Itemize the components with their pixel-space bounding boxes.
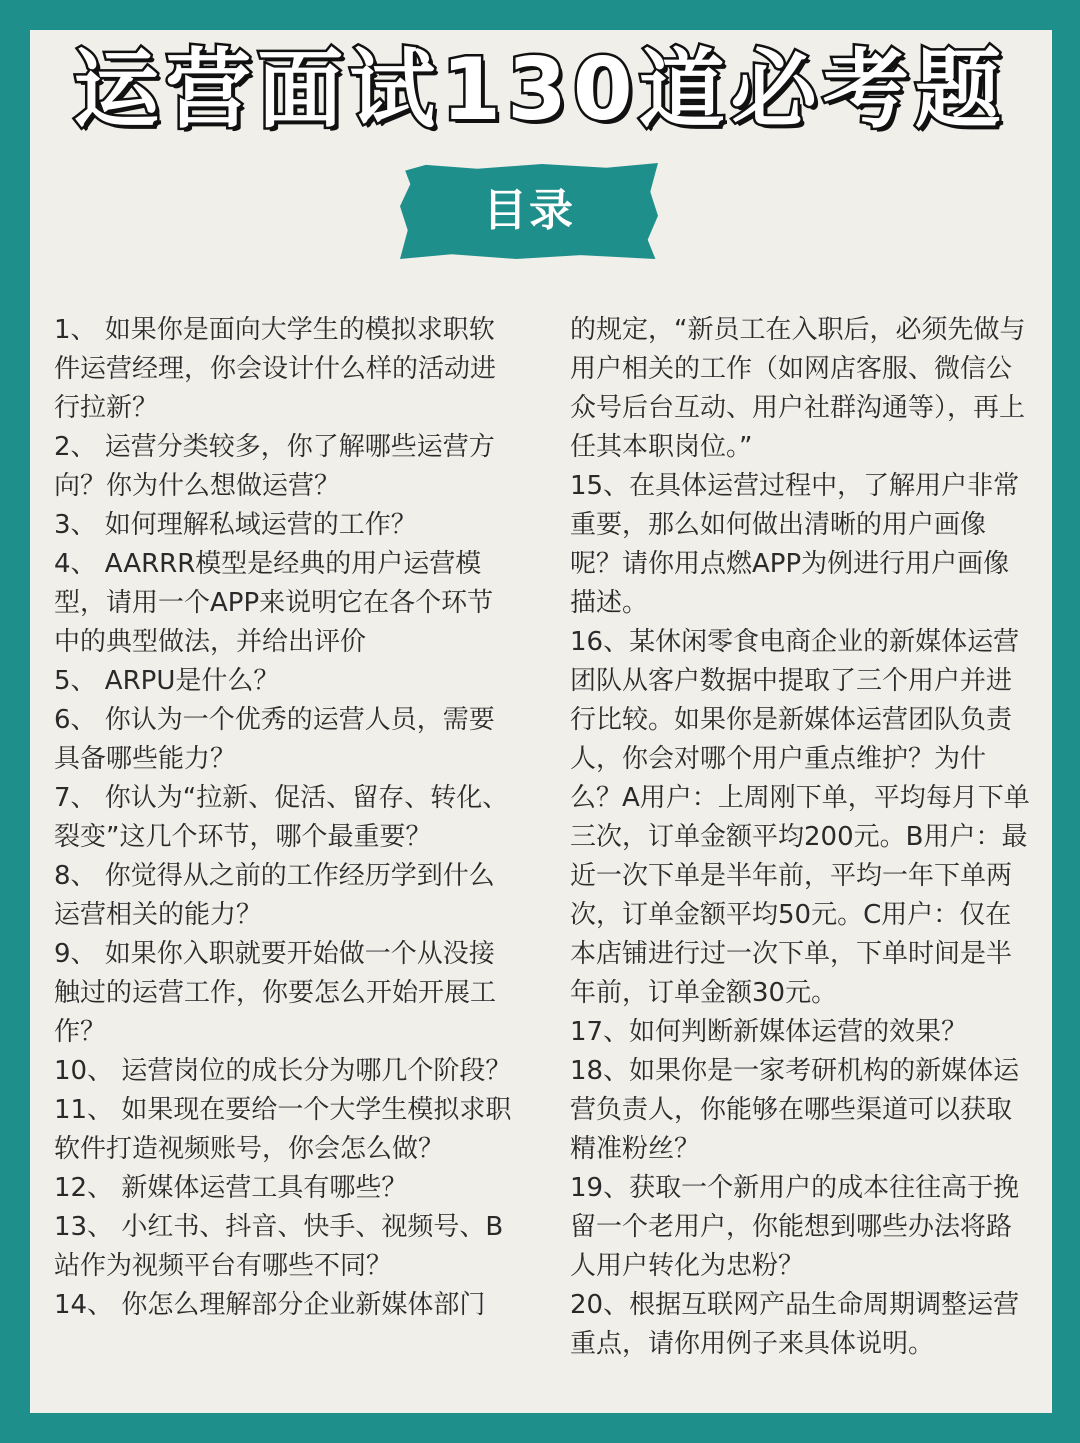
- question-item: 1、 如果你是面向大学生的模拟求职软件运营经理，你会设计什么样的活动进行拉新？: [54, 315, 497, 423]
- question-list-right: [570, 311, 1030, 1364]
- question-item: 2、 运营分类较多，你了解哪些运营方向？你为什么想做运营？: [54, 432, 495, 501]
- question-item: 18、如果你是一家考研机构的新媒体运营负责人，你能够在哪些渠道可以获取精准粉丝？: [570, 1056, 1020, 1164]
- question-item: 20、根据互联网产品生命周期调整运营重点，请你用例子来具体说明。: [570, 1290, 1020, 1359]
- question-item: 11、 如果现在要给一个大学生模拟求职软件打造视频账号，你会怎么做？: [54, 1095, 512, 1164]
- question-item: 12、 新媒体运营工具有哪些？: [54, 1173, 408, 1203]
- question-item: 15、在具体运营过程中，了解用户非常重要，那么如何做出清晰的用户画像呢？请你用点燃APP为例进行用户画像描述。: [570, 471, 1020, 618]
- question-item: 16、某休闲零食电商企业的新媒体运营团队从客户数据中提取了三个用户并进行比较。如果你是新媒体运营团队负责人，你会对哪个用户重点维护？为什么？A用户：上周刚下单，平均每月下单三次，订单金额平均200元。B用户：最近一次下单是半年前，平均一年下单两次，订单金额平均50元。C用户：仅在本店铺进行过一次下单，下单时间是半年前，订单金额30元。: [570, 627, 1030, 1008]
- question-item: 7、 你认为“拉新、促活、留存、转化、裂变”这几个环节，哪个最重要？: [54, 783, 509, 852]
- question-item: 13、 小红书、抖音、快手、视频号、B站作为视频平台有哪些不同？: [54, 1212, 504, 1281]
- question-list-left: [54, 311, 516, 1325]
- question-item: 3、 如何理解私域运营的工作？: [54, 510, 417, 540]
- question-item: 5、 ARPU是什么？: [54, 666, 280, 696]
- page-title: 运营面试130道必考题: [73, 40, 1007, 140]
- question-item: 19、获取一个新用户的成本往往高于挽留一个老用户，你能想到哪些办法将路人用户转化为忠粉？: [570, 1173, 1020, 1281]
- question-item: 10、 运营岗位的成长分为哪几个阶段？: [54, 1056, 512, 1086]
- question-item: 4、 AARRR模型是经典的用户运营模型，请用一个APP来说明它在各个环节中的典型做法，并给出评价: [54, 549, 494, 657]
- question-item: 6、 你认为一个优秀的运营人员，需要具备哪些能力？: [54, 705, 495, 774]
- question-item: 14、 你怎么理解部分企业新媒体部门: [54, 1290, 486, 1320]
- question-item: 的规定，“新员工在入职后，必须先做与用户相关的工作（如网店客服、微信公众号后台互动、用户社群沟通等），再上任其本职岗位。”: [570, 315, 1026, 462]
- question-item: 9、 如果你入职就要开始做一个从没接触过的运营工作，你要怎么开始开展工作？: [54, 939, 497, 1047]
- question-item: 17、如何判断新媒体运营的效果？: [570, 1017, 968, 1047]
- question-item: 8、 你觉得从之前的工作经历学到什么运营相关的能力？: [54, 861, 495, 930]
- toc-label: 目录: [483, 185, 575, 236]
